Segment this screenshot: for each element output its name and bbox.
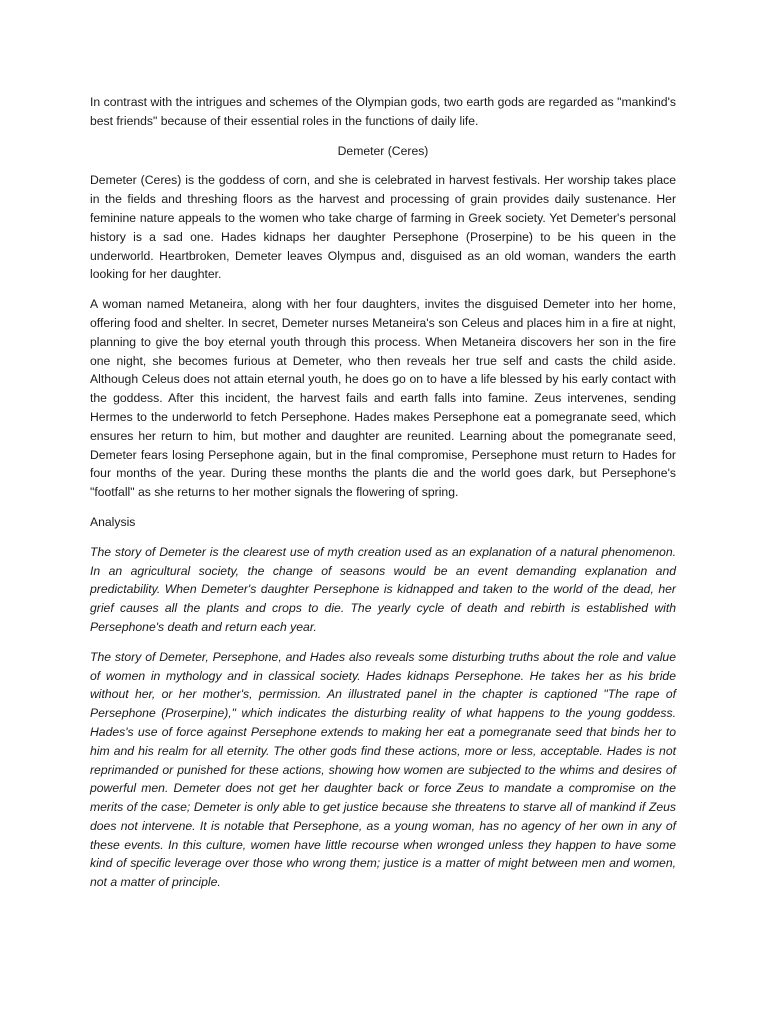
body-paragraph-1: Demeter (Ceres) is the goddess of corn, and she is celebrated in harvest festivals. Her worship takes place in the fields and threshing floors as the harvest and processing of grain provides daily sustenance. Her feminine nature appeals to the women who take charge of farming in Greek society. Yet Demeter's personal history is a sad one. Hades kidnaps her daughter Persephone (Proserpine) to be his queen in the underworld. Heartbroken, Demeter leaves Olympus and, disguised as an old woman, wanders the earth looking for her daughter.	[90, 173, 676, 282]
analysis-paragraph-2: The story of Demeter, Persephone, and Hades also reveals some disturbing truths about the role and value of women in mythology and in classical society. Hades kidnaps Persephone. He takes her as his bride without her, or her mother's, permission. An illustrated panel in the chapter is captioned "The rape of Persephone (Proserpine)," which indicates the disturbing reality of what happens to the young goddess. Hades's use of force against Persephone extends to making her eat a pomegranate seed that binds her to him and his realm for all eternity. The other gods find these actions, more or less, acceptable. Hades is not reprimanded or punished for these actions, showing how women are subjected to the whims and desires of powerful men. Demeter does not get her daughter back or force Zeus to mandate a compromise on the merits of the case; Demeter is only able to get justice because she threatens to starve all of mankind if Zeus does not intervene. It is notable that Persephone, as a young woman, has no agency of her own in any of these events. In this culture, women have little recourse when wronged unless they happen to have some kind of specific leverage over those who wrong them; justice is a matter of might between men and women, not a matter of principle.	[90, 649, 676, 890]
analysis-label: Analysis	[90, 514, 136, 529]
intro-paragraph: In contrast with the intrigues and schemes of the Olympian gods, two earth gods are regarded as "mankind's best friends" because of their essential roles in the functions of daily life.	[90, 95, 676, 128]
body-paragraph-2: A woman named Metaneira, along with her four daughters, invites the disguised Demeter into her home, offering food and shelter. In secret, Demeter nurses Metaneira's son Celeus and places him in a fire at night, planning to give the boy eternal youth through this process. When Metaneira discovers her son in the fire one night, she becomes furious at Demeter, who then reveals her true self and casts the child aside. Although Celeus does not attain eternal youth, he does go on to have a life blessed by his early contact with the goddess. After this incident, the harvest fails and earth falls into famine. Zeus intervenes, sending Hermes to the underworld to fetch Persephone. Hades makes Persephone eat a pomegranate seed, which ensures her return to him, but mother and daughter are reunited. Learning about the pomegranate seed, Demeter fears losing Persephone again, but in the final compromise, Persephone must return to Hades for four months of the year. During these months the plants die and the world goes dark, but Persephone's "footfall" as she returns to her mother signals the flowering of spring.	[90, 297, 676, 500]
section-heading: Demeter (Ceres)	[337, 143, 429, 158]
document-page	[90, 93, 676, 903]
analysis-paragraph-1: The story of Demeter is the clearest use of myth creation used as an explanation of a natural phenomenon. In an agricultural society, the change of seasons would be an event demanding explanation and predictability. When Demeter's daughter Persephone is kidnapped and taken to the world of the dead, her grief causes all the plants and crops to die. The yearly cycle of death and rebirth is established with Persephone's death and return each year.	[90, 544, 676, 634]
